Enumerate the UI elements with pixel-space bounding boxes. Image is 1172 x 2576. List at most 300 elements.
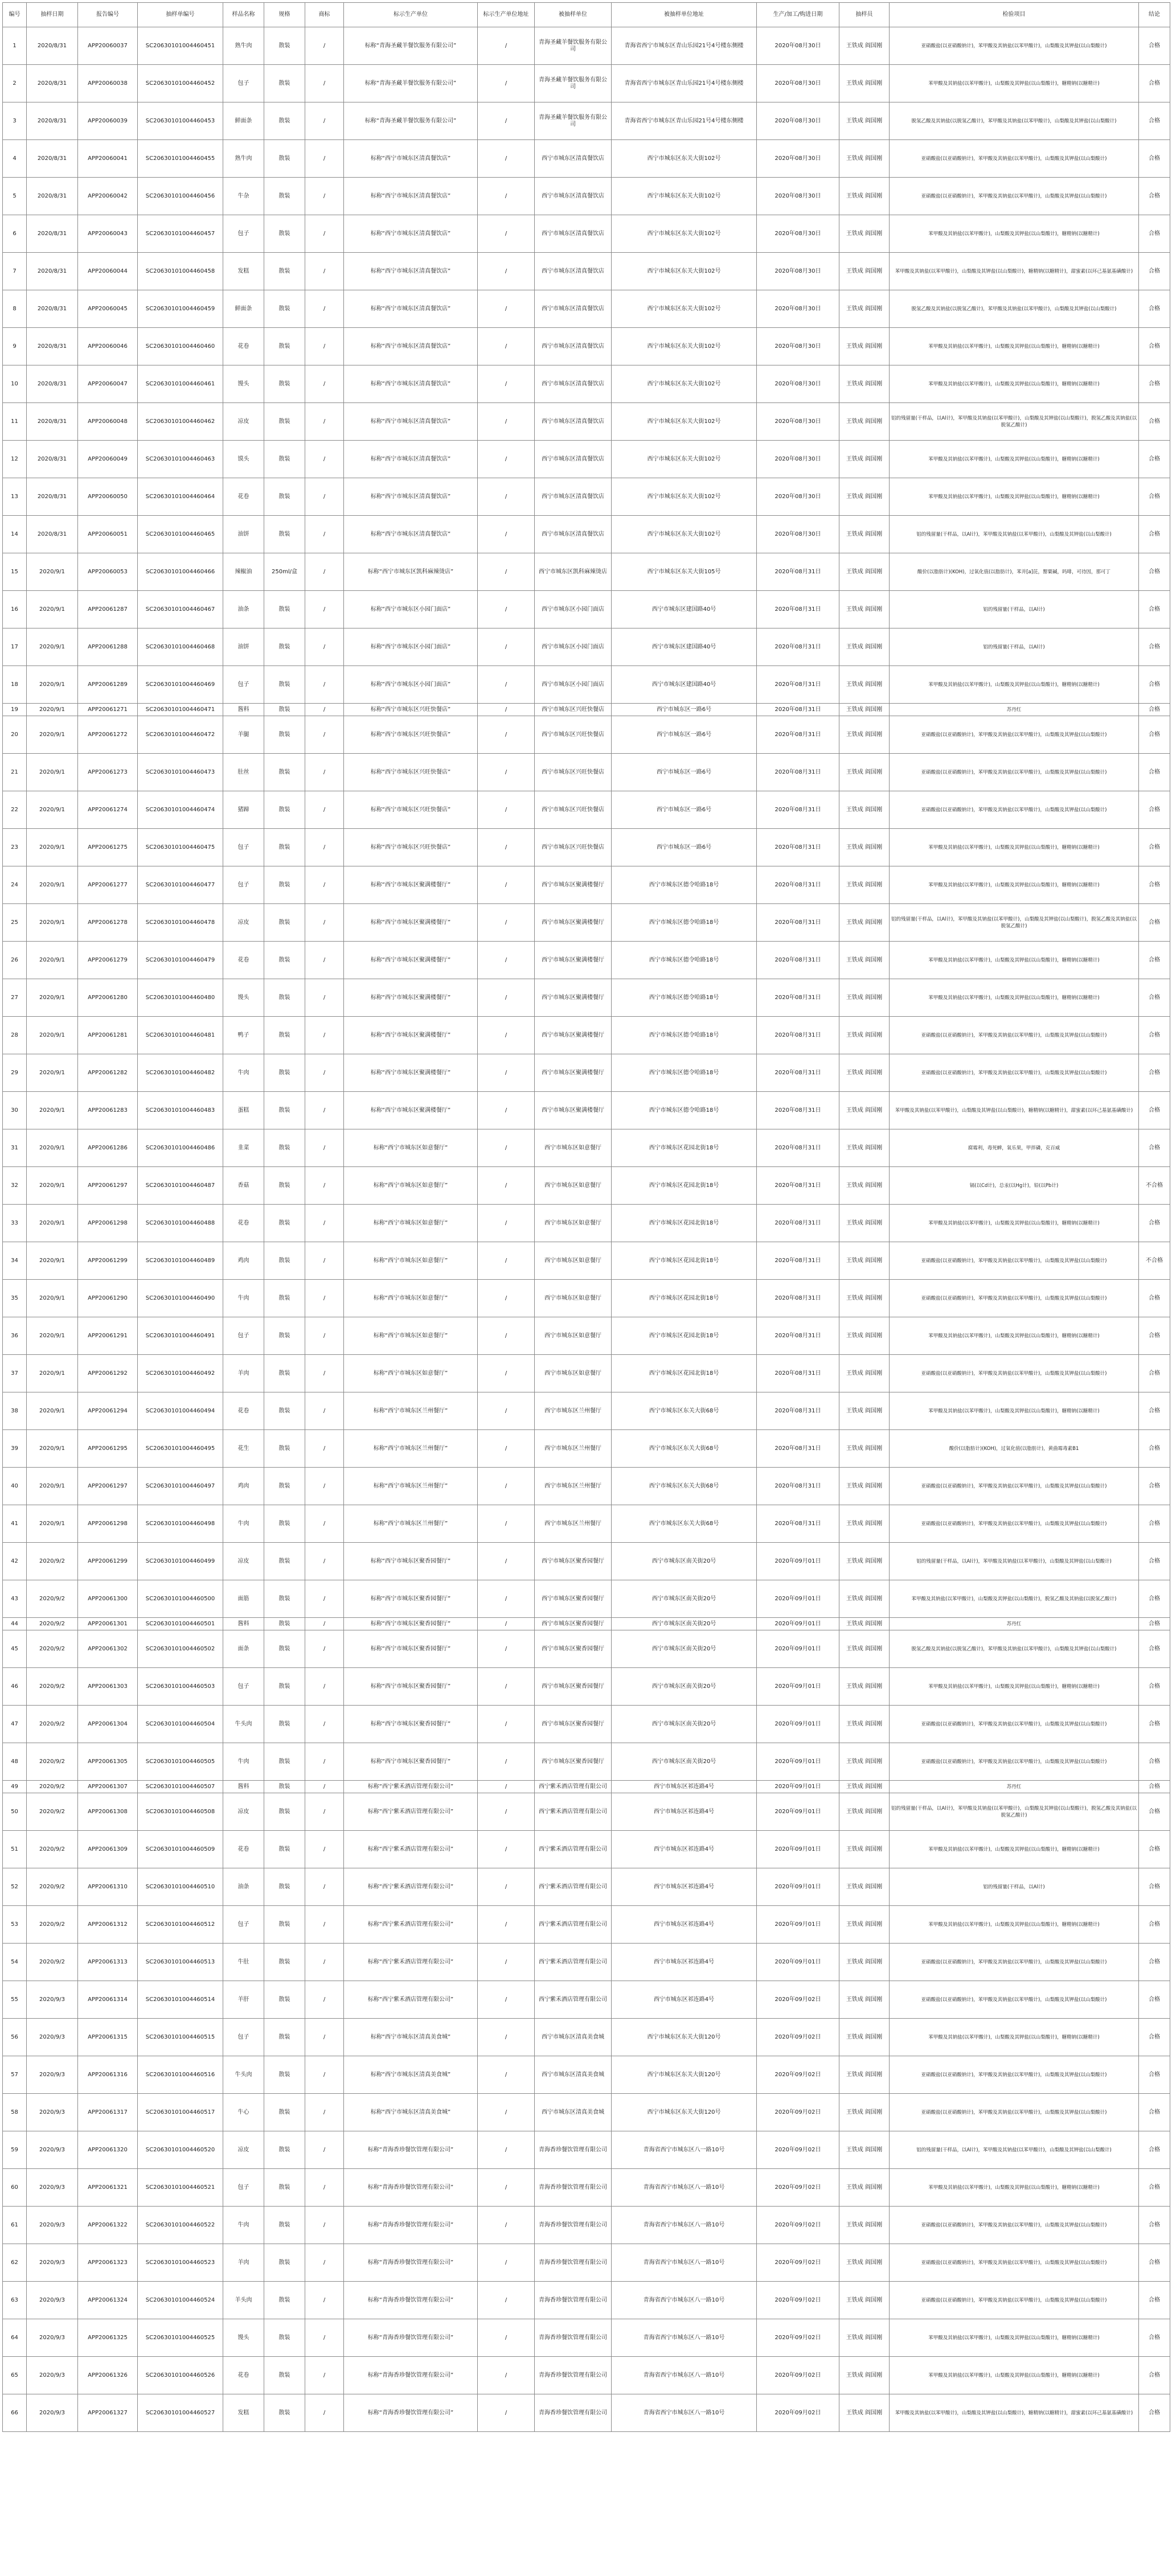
brand: / [305, 478, 344, 516]
row-number: 66 [3, 2394, 27, 2432]
sampled-unit-address: 西宁市城东区南关街20号 [612, 1743, 757, 1781]
production-date: 2020年08月31日 [757, 942, 839, 979]
labeled-maker: 标称“青海香珍餐饮管理有限公司” [344, 2169, 478, 2207]
sampling-form-number: SC20630101004460457 [138, 215, 223, 253]
row-number: 35 [3, 1280, 27, 1317]
spec: 散装 [264, 1906, 305, 1944]
test-items [890, 1430, 1139, 1468]
sampler: 王铁成 阎国刚 [839, 441, 890, 478]
test-items [890, 102, 1139, 140]
report-number: APP20061312 [78, 1906, 138, 1944]
spec: 散装 [264, 178, 305, 215]
sampler: 王铁成 阎国刚 [839, 1668, 890, 1706]
sampled-unit-address: 青海省西宁市城东区八一路10号 [612, 2357, 757, 2394]
sampled-unit: 西宁市城东区聚香园餐厅 [535, 1668, 612, 1706]
test-items-text: 苯甲酸及其钠盐(以苯甲酸计)，山梨酸及其钾盐(以山梨酸计)，糖精钠(以糖精计) [928, 456, 1100, 462]
sampler: 王铁成 阎国刚 [839, 1580, 890, 1618]
test-items [890, 1543, 1139, 1580]
labeled-maker-address: / [478, 704, 535, 716]
row-number: 4 [3, 140, 27, 178]
labeled-maker-address: / [478, 1317, 535, 1355]
spec: 散装 [264, 942, 305, 979]
sampler: 王铁成 阎国刚 [839, 1743, 890, 1781]
sampled-unit: 西宁市城东区小园门面店 [535, 628, 612, 666]
sample-name: 油条 [223, 591, 264, 628]
spec: 散装 [264, 628, 305, 666]
labeled-maker: 标称“青海圣藏羊餐饮服务有限公司” [344, 102, 478, 140]
table-row [3, 1317, 1170, 1355]
column-header: 样品名称 [223, 3, 264, 27]
row-number: 31 [3, 1129, 27, 1167]
report-number: APP20060050 [78, 478, 138, 516]
labeled-maker-address: / [478, 1630, 535, 1668]
test-items-text: 铝的残留量(干样品，以Al计) [983, 1884, 1045, 1890]
sampled-unit-address: 西宁市城东区花园北街18号 [612, 1355, 757, 1392]
sampled-unit: 西宁市城东区如意餐厅 [535, 1205, 612, 1242]
table-row [3, 403, 1170, 441]
report-number: APP20060048 [78, 403, 138, 441]
spec: 散装 [264, 365, 305, 403]
spec: 250ml/盒 [264, 553, 305, 591]
row-number: 41 [3, 1505, 27, 1543]
sampled-unit: 西宁市城东区兴旺快餐店 [535, 829, 612, 866]
sampling-form-number: SC20630101004460502 [138, 1630, 223, 1668]
row-number: 11 [3, 403, 27, 441]
table-row [3, 979, 1170, 1017]
table-row [3, 904, 1170, 942]
test-items-text: 铝的残留量(干样品，以Al计) [983, 606, 1045, 613]
production-date: 2020年08月31日 [757, 1468, 839, 1505]
sampling-form-number: SC20630101004460514 [138, 1981, 223, 2019]
labeled-maker-address: / [478, 754, 535, 791]
conclusion: 合格 [1139, 904, 1170, 942]
sampler: 王铁成 阎国刚 [839, 1868, 890, 1906]
spec: 散装 [264, 290, 305, 328]
sampled-unit: 西宁紫禾酒店管理有限公司 [535, 1944, 612, 1981]
labeled-maker-address: / [478, 1831, 535, 1868]
sampled-unit: 西宁市城东区兴旺快餐店 [535, 791, 612, 829]
test-items-text: 铝的残留量(干样品，以Al计)，苯甲酸及其钠盐(以苯甲酸计)，山梨酸及其钾盐(以山梨酸计)，脱氢乙酸及其钠盐(以脱氢乙酸计) [891, 1805, 1137, 1818]
sampled-unit: 西宁市城东区兴旺快餐店 [535, 704, 612, 716]
test-items [890, 942, 1139, 979]
spec: 散装 [264, 1505, 305, 1543]
sampling-form-number: SC20630101004460481 [138, 1017, 223, 1054]
spec: 散装 [264, 979, 305, 1017]
spec: 散装 [264, 1706, 305, 1743]
labeled-maker-address: / [478, 1092, 535, 1129]
brand: / [305, 65, 344, 102]
sampled-unit-address: 西宁市城东区东关大街102号 [612, 290, 757, 328]
labeled-maker-address: / [478, 866, 535, 904]
sample-name: 面筋 [223, 1580, 264, 1618]
sample-name: 凉皮 [223, 904, 264, 942]
sampling-form-number: SC20630101004460451 [138, 27, 223, 65]
conclusion: 合格 [1139, 2319, 1170, 2357]
conclusion: 合格 [1139, 2282, 1170, 2319]
report-number: APP20061277 [78, 866, 138, 904]
brand: / [305, 1543, 344, 1580]
sampled-unit-address: 西宁市城东区祁连路4号 [612, 1831, 757, 1868]
sampled-unit: 西宁市城东区兴旺快餐店 [535, 716, 612, 754]
sampler: 王铁成 阎国刚 [839, 1781, 890, 1793]
row-number: 45 [3, 1630, 27, 1668]
sample-name: 包子 [223, 65, 264, 102]
production-date: 2020年09月01日 [757, 1944, 839, 1981]
report-number: APP20061305 [78, 1743, 138, 1781]
table-row [3, 441, 1170, 478]
test-items-text: 脱氢乙酸及其钠盐(以脱氢乙酸计)，苯甲酸及其钠盐(以苯甲酸计)，山梨酸及其钾盐(以山梨酸计) [911, 118, 1117, 124]
sampled-unit-address: 西宁市城东区花园北街18号 [612, 1280, 757, 1317]
conclusion: 合格 [1139, 65, 1170, 102]
test-items-text: 亚硝酸盐(以亚硝酸钠计)，苯甲酸及其钠盐(以苯甲酸计)，山梨酸及其钾盐(以山梨酸计) [921, 155, 1107, 162]
sampled-unit-address: 青海省西宁市城东区八一路10号 [612, 2131, 757, 2169]
sampling-date: 2020/9/2 [27, 1868, 78, 1906]
table-row [3, 328, 1170, 365]
table-row [3, 628, 1170, 666]
report-number: APP20061287 [78, 591, 138, 628]
labeled-maker-address: / [478, 1392, 535, 1430]
spec: 散装 [264, 1242, 305, 1280]
sampling-date: 2020/9/3 [27, 2282, 78, 2319]
sampled-unit-address: 西宁市城东区德令哈路18号 [612, 1092, 757, 1129]
column-header: 标示生产单位地址 [478, 3, 535, 27]
test-items-text: 铝的残留量(干样品，以Al计)，苯甲酸及其钠盐(以苯甲酸计)，山梨酸及其钾盐(以山梨酸计) [916, 2147, 1112, 2153]
report-number: APP20061298 [78, 1205, 138, 1242]
sampler: 王铁成 阎国刚 [839, 1630, 890, 1668]
sampled-unit-address: 西宁市城东区南关街20号 [612, 1630, 757, 1668]
spec: 散装 [264, 716, 305, 754]
sampling-form-number: SC20630101004460455 [138, 140, 223, 178]
spec: 散装 [264, 441, 305, 478]
sampling-form-number: SC20630101004460467 [138, 591, 223, 628]
column-header: 报告编号 [78, 3, 138, 27]
table-row [3, 1743, 1170, 1781]
row-number: 16 [3, 591, 27, 628]
table-row [3, 2019, 1170, 2056]
sampler: 王铁成 阎国刚 [839, 1205, 890, 1242]
brand: / [305, 1618, 344, 1630]
sampled-unit-address: 西宁市城东区东关大街102号 [612, 403, 757, 441]
labeled-maker: 标称“青海香珍餐饮管理有限公司” [344, 2131, 478, 2169]
production-date: 2020年09月02日 [757, 2207, 839, 2244]
conclusion: 合格 [1139, 1205, 1170, 1242]
sampler: 王铁成 阎国刚 [839, 328, 890, 365]
production-date: 2020年08月31日 [757, 904, 839, 942]
test-items-text: 亚硝酸盐(以亚硝酸钠计)，苯甲酸及其钠盐(以苯甲酸计)，山梨酸及其钾盐(以山梨酸计) [921, 1521, 1107, 1527]
sampler: 王铁成 阎国刚 [839, 478, 890, 516]
sampling-form-number: SC20630101004460508 [138, 1793, 223, 1831]
report-number: APP20061313 [78, 1944, 138, 1981]
sampler: 王铁成 阎国刚 [839, 1167, 890, 1205]
test-items [890, 754, 1139, 791]
labeled-maker-address: / [478, 1618, 535, 1630]
labeled-maker-address: / [478, 65, 535, 102]
sampled-unit-address: 西宁市城东区东关大街102号 [612, 441, 757, 478]
test-items-text: 苯甲酸及其钠盐(以苯甲酸计)，山梨酸及其钾盐(以山梨酸计)，糖精钠(以糖精计) [928, 2372, 1100, 2378]
conclusion: 合格 [1139, 1781, 1170, 1793]
table-row [3, 1630, 1170, 1668]
spec: 散装 [264, 2282, 305, 2319]
sampler: 王铁成 阎国刚 [839, 1242, 890, 1280]
spec: 散装 [264, 1392, 305, 1430]
table-row [3, 1017, 1170, 1054]
labeled-maker: 标称“西宁市城东区聚满楼餐厅” [344, 942, 478, 979]
labeled-maker: 标称“西宁市城东区兰州餐厅” [344, 1468, 478, 1505]
sample-name: 包子 [223, 866, 264, 904]
sampled-unit: 西宁市城东区聚满楼餐厅 [535, 1092, 612, 1129]
sampled-unit: 西宁市城东区清真餐饮店 [535, 516, 612, 553]
labeled-maker-address: / [478, 2244, 535, 2282]
sampling-form-number: SC20630101004460469 [138, 666, 223, 704]
conclusion: 合格 [1139, 1981, 1170, 2019]
brand: / [305, 1706, 344, 1743]
row-number: 3 [3, 102, 27, 140]
row-number: 59 [3, 2131, 27, 2169]
row-number: 60 [3, 2169, 27, 2207]
row-number: 13 [3, 478, 27, 516]
spec: 散装 [264, 253, 305, 290]
report-number: APP20061279 [78, 942, 138, 979]
brand: / [305, 1906, 344, 1944]
report-number: APP20061271 [78, 704, 138, 716]
brand: / [305, 253, 344, 290]
brand: / [305, 1392, 344, 1430]
sampling-form-number: SC20630101004460500 [138, 1580, 223, 1618]
conclusion: 合格 [1139, 2019, 1170, 2056]
sampled-unit-address: 西宁市城东区东关大街105号 [612, 553, 757, 591]
sample-name: 鸡肉 [223, 1468, 264, 1505]
brand: / [305, 1242, 344, 1280]
sample-name: 鲜面条 [223, 102, 264, 140]
sampler: 王铁成 阎国刚 [839, 1981, 890, 2019]
test-items [890, 1317, 1139, 1355]
production-date: 2020年08月31日 [757, 1280, 839, 1317]
test-items [890, 478, 1139, 516]
report-number: APP20061327 [78, 2394, 138, 2432]
test-items-text: 苯甲酸及其钠盐(以苯甲酸计)，山梨酸及其钾盐(以山梨酸计)，脱氢乙酸及其钠盐(以脱氢乙酸计) [911, 1596, 1117, 1602]
sampled-unit: 青海香珍餐饮管理有限公司 [535, 2244, 612, 2282]
labeled-maker: 标称“西宁市城东区清真美食城” [344, 2056, 478, 2094]
table-row [3, 1781, 1170, 1793]
row-number: 57 [3, 2056, 27, 2094]
labeled-maker: 标称“青海香珍餐饮管理有限公司” [344, 2282, 478, 2319]
sample-name: 牛肉 [223, 1280, 264, 1317]
test-items-text: 铝的残留量(干样品，以Al计)，苯甲酸及其钠盐(以苯甲酸计)，山梨酸及其钾盐(以山梨酸计)，脱氢乙酸及其钠盐(以脱氢乙酸计) [891, 415, 1137, 428]
brand: / [305, 716, 344, 754]
test-items [890, 403, 1139, 441]
sampled-unit-address: 青海省西宁市城东区八一路10号 [612, 2319, 757, 2357]
row-number: 65 [3, 2357, 27, 2394]
sampling-form-number: SC20630101004460477 [138, 866, 223, 904]
labeled-maker-address: / [478, 1167, 535, 1205]
test-items-text: 亚硝酸盐(以亚硝酸钠计)，苯甲酸及其钠盐(以苯甲酸计)，山梨酸及其钾盐(以山梨酸计) [921, 1295, 1107, 1301]
sampled-unit: 西宁市城东区兰州餐厅 [535, 1468, 612, 1505]
conclusion: 合格 [1139, 253, 1170, 290]
sampler: 王铁成 阎国刚 [839, 2056, 890, 2094]
labeled-maker-address: / [478, 2357, 535, 2394]
column-header: 商标 [305, 3, 344, 27]
report-number: APP20061310 [78, 1868, 138, 1906]
sampling-form-number: SC20630101004460474 [138, 791, 223, 829]
table-row [3, 754, 1170, 791]
column-header: 抽样员 [839, 3, 890, 27]
sample-name: 蛋糕 [223, 1092, 264, 1129]
report-number: APP20061281 [78, 1017, 138, 1054]
table-row [3, 1706, 1170, 1743]
sample-name: 发糕 [223, 2394, 264, 2432]
brand: / [305, 591, 344, 628]
report-number: APP20061300 [78, 1580, 138, 1618]
production-date: 2020年09月01日 [757, 1706, 839, 1743]
test-items-text: 酸价(以脂肪计)(KOH)，过氧化值(以脂肪计)，黄曲霉毒素B1 [949, 1445, 1079, 1452]
spec: 散装 [264, 1054, 305, 1092]
production-date: 2020年08月30日 [757, 27, 839, 65]
conclusion: 合格 [1139, 441, 1170, 478]
sampling-date: 2020/9/1 [27, 829, 78, 866]
labeled-maker: 标称“西宁市城东区聚满楼餐厅” [344, 1017, 478, 1054]
labeled-maker: 标称“西宁紫禾酒店管理有限公司” [344, 1831, 478, 1868]
report-number: APP20060045 [78, 290, 138, 328]
conclusion: 合格 [1139, 1944, 1170, 1981]
sampler: 王铁成 阎国刚 [839, 2394, 890, 2432]
sampling-date: 2020/8/31 [27, 253, 78, 290]
sample-name: 馍头 [223, 441, 264, 478]
brand: / [305, 1017, 344, 1054]
spec: 散装 [264, 140, 305, 178]
test-items-text: 苏丹红 [1006, 706, 1022, 713]
sampling-form-number: SC20630101004460525 [138, 2319, 223, 2357]
row-number: 26 [3, 942, 27, 979]
production-date: 2020年08月30日 [757, 328, 839, 365]
test-items [890, 1355, 1139, 1392]
conclusion: 合格 [1139, 365, 1170, 403]
labeled-maker-address: / [478, 328, 535, 365]
test-items [890, 1468, 1139, 1505]
spec: 散装 [264, 866, 305, 904]
sampled-unit-address: 西宁市城东区南关街20号 [612, 1580, 757, 1618]
report-number: APP20061316 [78, 2056, 138, 2094]
test-items-text: 苯甲酸及其钠盐(以苯甲酸计)，山梨酸及其钾盐(以山梨酸计)，糖精钠(以糖精计) [928, 1333, 1100, 1339]
labeled-maker: 标称“西宁市城东区兰州餐厅” [344, 1430, 478, 1468]
row-number: 63 [3, 2282, 27, 2319]
row-number: 39 [3, 1430, 27, 1468]
report-number: APP20060049 [78, 441, 138, 478]
labeled-maker: 标称“西宁市城东区聚满楼餐厅” [344, 904, 478, 942]
table-row [3, 866, 1170, 904]
sampling-form-number: SC20630101004460480 [138, 979, 223, 1017]
labeled-maker: 标称“西宁市城东区如意餐厅” [344, 1242, 478, 1280]
labeled-maker-address: / [478, 441, 535, 478]
test-items [890, 290, 1139, 328]
report-number: APP20061304 [78, 1706, 138, 1743]
sampled-unit-address: 西宁市城东区东关大街68号 [612, 1430, 757, 1468]
sampled-unit: 青海香珍餐饮管理有限公司 [535, 2319, 612, 2357]
test-items [890, 140, 1139, 178]
test-items [890, 2094, 1139, 2131]
sampling-date: 2020/9/1 [27, 1205, 78, 1242]
sampling-date: 2020/9/1 [27, 979, 78, 1017]
table-row [3, 1468, 1170, 1505]
labeled-maker: 标称“西宁市城东区清真美食城” [344, 2019, 478, 2056]
sampling-date: 2020/9/1 [27, 591, 78, 628]
sampling-date: 2020/9/2 [27, 1668, 78, 1706]
test-items [890, 2282, 1139, 2319]
sampled-unit: 西宁市城东区聚香园餐厅 [535, 1743, 612, 1781]
sampler: 王铁成 阎国刚 [839, 754, 890, 791]
spec: 散装 [264, 65, 305, 102]
conclusion: 合格 [1139, 829, 1170, 866]
conclusion: 合格 [1139, 704, 1170, 716]
report-number: APP20060043 [78, 215, 138, 253]
sampler: 王铁成 阎国刚 [839, 1618, 890, 1630]
table-row [3, 65, 1170, 102]
sampling-date: 2020/9/1 [27, 1017, 78, 1054]
test-items [890, 253, 1139, 290]
spec: 散装 [264, 1981, 305, 2019]
sampling-date: 2020/8/31 [27, 516, 78, 553]
spec: 散装 [264, 27, 305, 65]
sampling-form-number: SC20630101004460479 [138, 942, 223, 979]
conclusion: 合格 [1139, 1543, 1170, 1580]
sampling-date: 2020/9/1 [27, 866, 78, 904]
report-number: APP20060041 [78, 140, 138, 178]
sample-name: 鲜面条 [223, 290, 264, 328]
sampling-date: 2020/8/31 [27, 478, 78, 516]
report-number: APP20060051 [78, 516, 138, 553]
brand: / [305, 1831, 344, 1868]
brand: / [305, 1505, 344, 1543]
sample-name: 包子 [223, 1668, 264, 1706]
sampled-unit-address: 西宁市城东区德令哈路18号 [612, 1017, 757, 1054]
test-items [890, 1981, 1139, 2019]
labeled-maker-address: / [478, 253, 535, 290]
test-items-text: 苯甲酸及其钠盐(以苯甲酸计)，山梨酸及其钾盐(以山梨酸计)，糖精钠(以糖精计)，甜蜜素(以环己基氨基磺酸计) [895, 2410, 1133, 2416]
conclusion: 合格 [1139, 2357, 1170, 2394]
row-number: 40 [3, 1468, 27, 1505]
sampler: 王铁成 阎国刚 [839, 2357, 890, 2394]
spec: 散装 [264, 1468, 305, 1505]
sample-name: 包子 [223, 829, 264, 866]
sample-name: 酱料 [223, 704, 264, 716]
spec: 散装 [264, 1630, 305, 1668]
test-items [890, 1167, 1139, 1205]
sampled-unit: 青海圣藏羊餐饮服务有限公司 [535, 65, 612, 102]
sample-name: 牛肉 [223, 1054, 264, 1092]
spec: 散装 [264, 1668, 305, 1706]
row-number: 14 [3, 516, 27, 553]
labeled-maker-address: / [478, 290, 535, 328]
table-row [3, 2207, 1170, 2244]
sampled-unit: 青海香珍餐饮管理有限公司 [535, 2207, 612, 2244]
sampling-date: 2020/9/2 [27, 1781, 78, 1793]
sample-name: 油条 [223, 1868, 264, 1906]
test-items [890, 1242, 1139, 1280]
labeled-maker-address: / [478, 829, 535, 866]
labeled-maker-address: / [478, 1430, 535, 1468]
labeled-maker: 标称“西宁市城东区清真餐饮店” [344, 328, 478, 365]
sampled-unit-address: 青海省西宁市城东区八一路10号 [612, 2244, 757, 2282]
test-items [890, 1668, 1139, 1706]
production-date: 2020年08月31日 [757, 791, 839, 829]
sampling-form-number: SC20630101004460494 [138, 1392, 223, 1430]
brand: / [305, 1355, 344, 1392]
spec: 散装 [264, 666, 305, 704]
labeled-maker-address: / [478, 1242, 535, 1280]
test-items [890, 2019, 1139, 2056]
production-date: 2020年08月30日 [757, 478, 839, 516]
labeled-maker: 标称“西宁市城东区凯科麻辣烫店” [344, 553, 478, 591]
column-header: 生产/加工/购进日期 [757, 3, 839, 27]
